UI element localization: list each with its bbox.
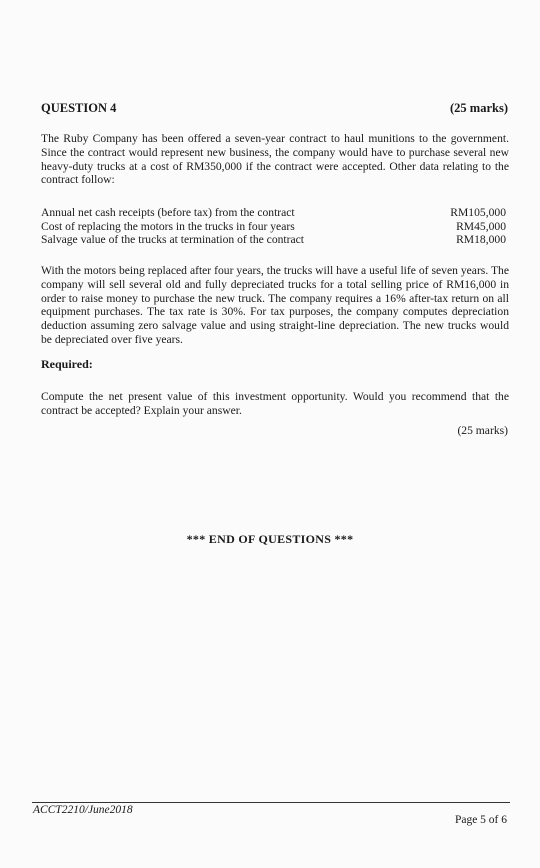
required-marks: (25 marks) [457,424,508,437]
data-row-label: Salvage value of the trucks at termination of the contract [41,233,305,246]
question-title: QUESTION 4 [41,101,117,115]
end-of-questions: *** END OF QUESTIONS *** [186,532,354,546]
data-row [41,233,506,247]
question-marks: (25 marks) [450,101,508,115]
task-paragraph: Compute the net present value of this investment opportunity. Would you recommend that the contract be accepted? Explain your answer. [41,390,509,417]
question-header [41,101,508,116]
data-row-label: Annual net cash receipts (before tax) from the contract [41,206,295,219]
data-row-amount: RM105,000 [450,206,506,219]
details-paragraph: With the motors being replaced after four years, the trucks will have a useful life of seven years. The company will sell several old and fully depreciated trucks for a total selling price of RM16,000 in order to raise money to purchase the new truck. The company requires a 16% after-tax return on all equipment purchases. The tax rate is 30%. For tax purposes, the company computes depreciation deduction assuming zero salvage value and using straight-line depreciation. The new trucks would be depreciated over five years. [41,264,509,346]
required-heading: Required: [41,357,93,371]
contract-data-table [41,206,506,247]
data-row [41,206,506,220]
footer-page-number: Page 5 of 6 [454,814,507,826]
data-row [41,220,506,234]
footer-divider [32,802,510,803]
data-row-amount: RM45,000 [456,219,506,233]
data-row-amount: RM18,000 [456,233,506,246]
footer-course-code: ACCT2210/June2018 [33,804,133,816]
data-row-label: Cost of replacing the motors in the trucks in four years [41,219,295,233]
intro-paragraph: The Ruby Company has been offered a seven-year contract to haul munitions to the government. Since the contract would represent new business, the company would have to purchase several new heavy-duty trucks at a cost of RM350,000 if the contract were accepted. Other data relating to the contract follow: [41,132,509,187]
